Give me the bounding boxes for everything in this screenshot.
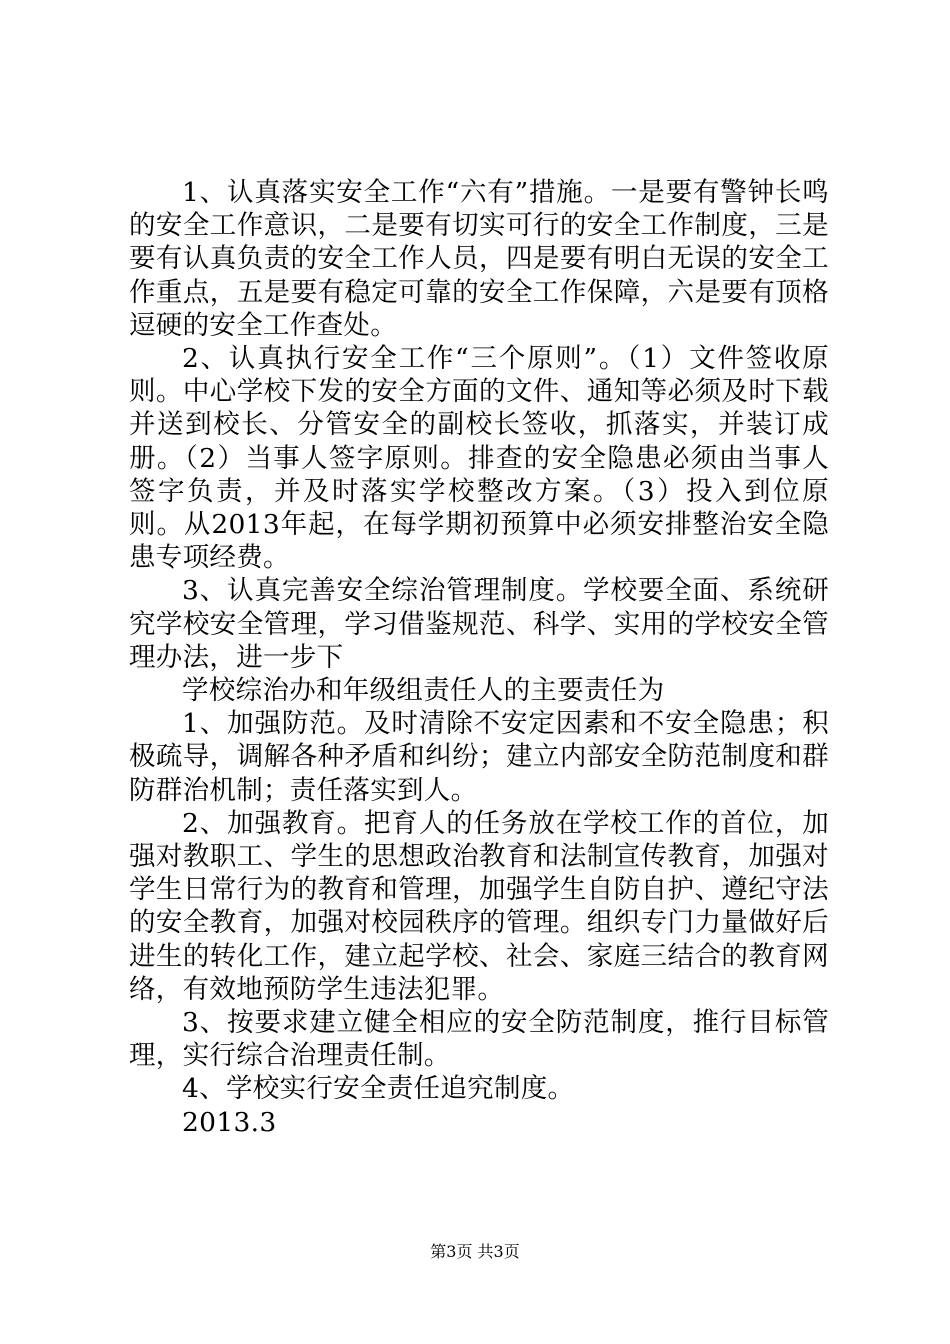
paragraph-education: 2、加强教育。把育人的任务放在学校工作的首位，加强对教职工、学生的思想政治教育和法制宣传教育，加强对学生日常行为的教育和管理，加强学生自防自护、遵纪守法的安全教育，加强对校园秩序的管理。组织专门力量做好后进生的转化工作，建立起学校、社会、家庭三结合的教育网络，有效地预防学生违法犯罪。	[129, 807, 829, 1005]
document-body	[129, 176, 829, 1139]
document-date: 2013.3	[182, 1106, 277, 1138]
paragraph-management-system: 3、认真完善安全综治管理制度。学校要全面、系统研究学校安全管理，学习借鉴规范、科学、实用的学校安全管理办法，进一步下	[129, 575, 829, 673]
page-number-footer: 第3页 共3页	[430, 1242, 520, 1261]
paragraph-accountability: 4、学校实行安全责任追究制度。	[182, 1073, 575, 1105]
paragraph-six-measures: 1、认真落实安全工作“六有”措施。一是要有警钟长鸣的安全工作意识，二是要有切实可行的安全工作制度，三是要有认真负责的安全工作人员，四是要有明白无误的安全工作重点，五是要有稳定可靠的安全工作保障，六是要有顶格逗硬的安全工作查处。	[129, 177, 829, 341]
paragraph-target-management: 3、按要求建立健全相应的安全防范制度，推行目标管理，实行综合治理责任制。	[129, 1007, 829, 1072]
paragraph-three-principles: 2、认真执行安全工作“三个原则”。（1）文件签收原则。中心学校下发的安全方面的文件、通知等必须及时下载并送到校长、分管安全的副校长签收，抓落实，并装订成册。（2）当事人签字原则。排查的安全隐患必须由当事人签字负责，并及时落实学校整改方案。（3）投入到位原则。从2013年起，在每学期初预算中必须安排整治安全隐患专项经费。	[129, 343, 829, 574]
paragraph-responsibility-heading: 学校综治办和年级组责任人的主要责任为	[182, 675, 665, 707]
paragraph-prevention: 1、加强防范。及时清除不安定因素和不安全隐患；积极疏导，调解各种矛盾和纠纷；建立内部安全防范制度和群防群治机制；责任落实到人。	[129, 708, 829, 806]
